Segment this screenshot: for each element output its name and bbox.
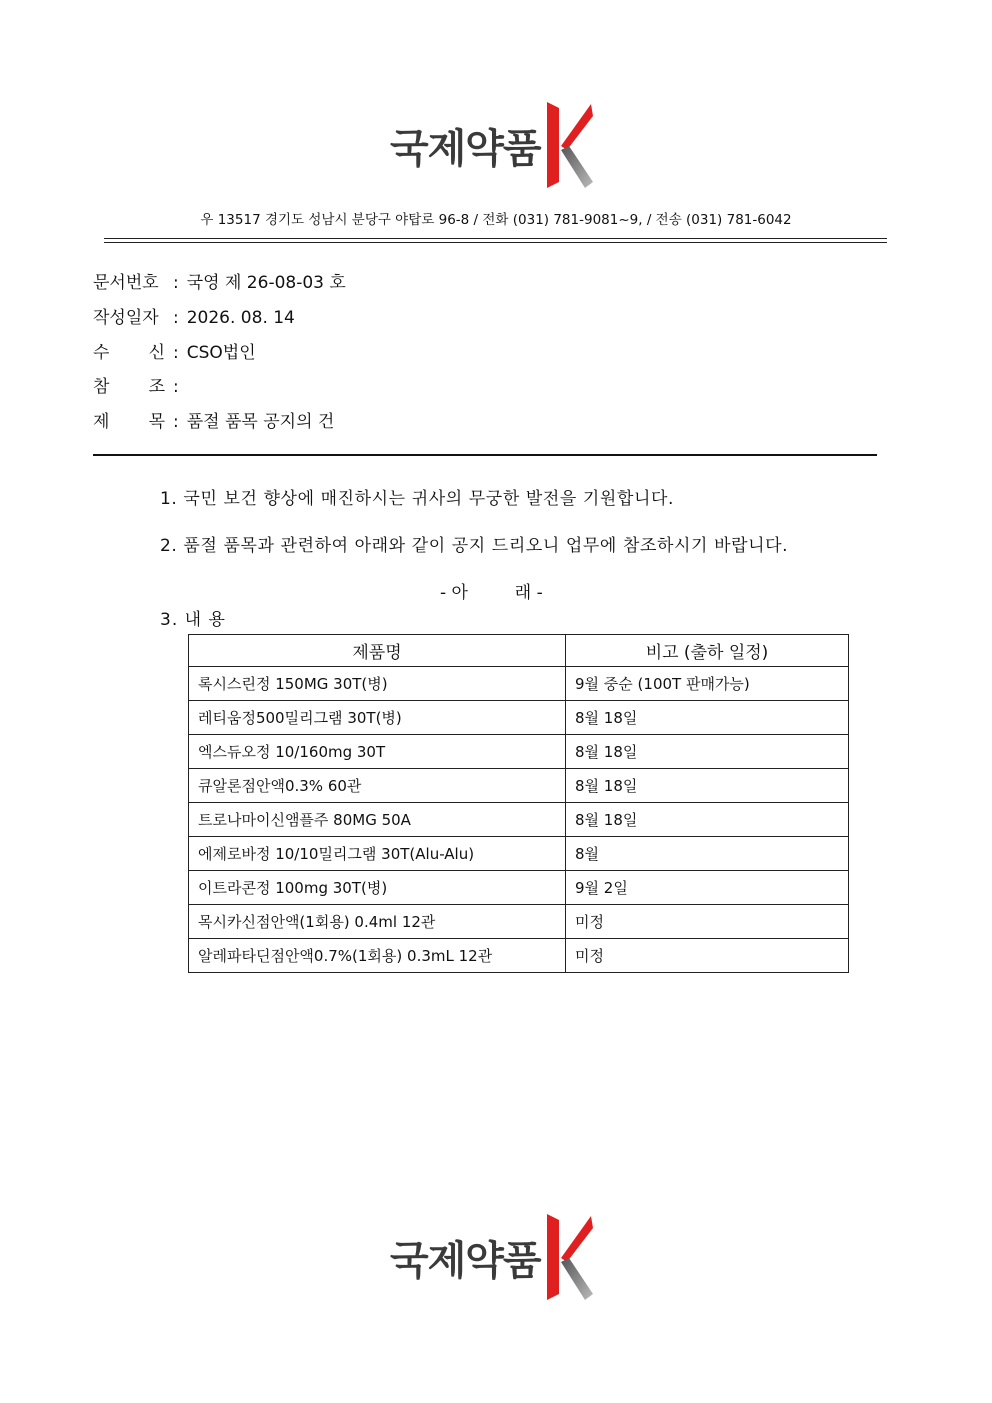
date-value: 2026. 08. 14: [186, 308, 295, 328]
subject-label: [93, 407, 165, 432]
column-header-product: 제품명: [189, 635, 566, 667]
table-row: [189, 905, 849, 939]
table-row: [189, 701, 849, 735]
product-name: 목시카신점안액(1회용) 0.4ml 12관: [189, 905, 566, 939]
subject-line: [93, 407, 334, 432]
company-address: 우 13517 경기도 성남시 분당구 야탑로 96-8 / 전화 (031) 781-9081~9, / 전송 (031) 781-6042: [200, 212, 792, 228]
paragraph-2: 2. 품절 품목과 관련하여 아래와 같이 공지 드리오니 업무에 참조하시기 바랍니다.: [160, 536, 789, 556]
table-row: [189, 667, 849, 701]
shipping-schedule: 8월 18일: [566, 735, 849, 769]
shipping-schedule: 8월 18일: [566, 803, 849, 837]
product-name: 레티움정500밀리그램 30T(병): [189, 701, 566, 735]
shipping-schedule: 9월 중순 (100T 판매가능): [566, 667, 849, 701]
shipping-schedule: 9월 2일: [566, 871, 849, 905]
meta-divider: [93, 454, 877, 456]
table-row: [189, 769, 849, 803]
table-row: [189, 871, 849, 905]
paragraph-1: 1. 국민 보건 향상에 매진하시는 귀사의 무궁한 발전을 기원합니다.: [160, 489, 675, 509]
colon: :: [173, 273, 179, 293]
recipient-value: CSO법인: [186, 343, 256, 363]
product-name: 록시스린정 150MG 30T(병): [189, 667, 566, 701]
date-line: [93, 303, 295, 328]
colon: :: [173, 343, 179, 363]
product-name: 이트라콘정 100mg 30T(병): [189, 871, 566, 905]
date-label: 작성일자: [93, 308, 159, 328]
colon: :: [173, 308, 179, 328]
colon: :: [173, 377, 179, 397]
colon: :: [173, 412, 179, 432]
table-row: [189, 803, 849, 837]
header-divider: [104, 238, 887, 243]
shipping-schedule: 미정: [566, 939, 849, 973]
logo-text: 국제약품: [390, 1237, 541, 1284]
product-name: 에제로바정 10/10밀리그램 30T(Alu-Alu): [189, 837, 566, 871]
product-name: 엑스듀오정 10/160mg 30T: [189, 735, 566, 769]
column-header-remarks: 비고 (출하 일정): [566, 635, 849, 667]
k-logo-icon: [545, 1212, 595, 1302]
footer-logo: [390, 1212, 595, 1302]
table-row: [189, 939, 849, 973]
product-table: [188, 634, 849, 973]
below-heading-right: 래 -: [514, 583, 543, 603]
shipping-schedule: 8월 18일: [566, 701, 849, 735]
product-name: 알레파타딘점안액0.7%(1회용) 0.3mL 12관: [189, 939, 566, 973]
table-header-row: [189, 635, 849, 667]
reference-line: [93, 372, 187, 397]
doc-number-line: [93, 268, 346, 293]
subject-label-char: 목: [148, 412, 165, 432]
shipping-schedule: 8월 18일: [566, 769, 849, 803]
subject-value: 품절 품목 공지의 건: [186, 412, 335, 432]
reference-label: [93, 372, 165, 397]
doc-number-label: 문서번호: [93, 273, 159, 293]
recipient-label-char: 수: [93, 343, 110, 363]
table-row: [189, 735, 849, 769]
recipient-line: [93, 338, 256, 363]
company-logo: [390, 100, 595, 190]
section-3-heading: 3. 내 용: [160, 610, 226, 630]
logo-text: 국제약품: [390, 125, 541, 172]
reference-label-char: 조: [148, 377, 165, 397]
recipient-label-char: 신: [148, 343, 165, 363]
k-logo-icon: [545, 100, 595, 190]
shipping-schedule: 미정: [566, 905, 849, 939]
table-row: [189, 837, 849, 871]
product-name: 트로나마이신앰플주 80MG 50A: [189, 803, 566, 837]
reference-label-char: 참: [93, 377, 110, 397]
below-heading-left: - 아: [440, 583, 468, 603]
recipient-label: [93, 338, 165, 363]
doc-number-value: 국영 제 26-08-03 호: [186, 273, 346, 293]
shipping-schedule: 8월: [566, 837, 849, 871]
below-heading: [440, 578, 543, 603]
subject-label-char: 제: [93, 412, 110, 432]
product-name: 큐알론점안액0.3% 60관: [189, 769, 566, 803]
